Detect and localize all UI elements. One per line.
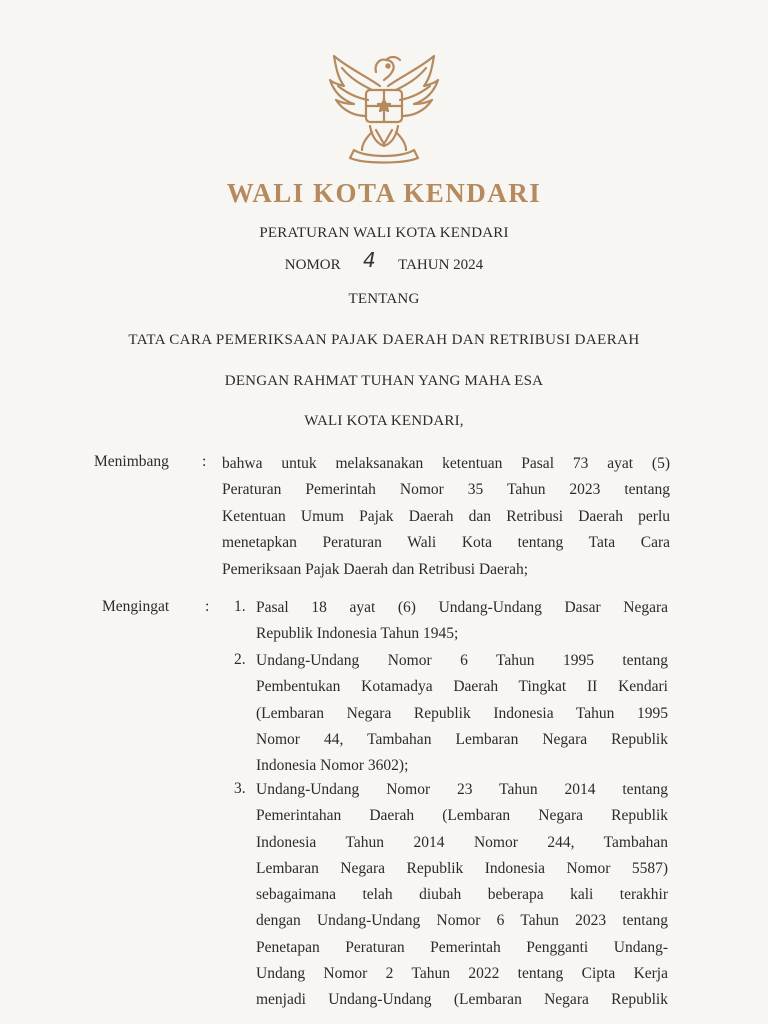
item-line: Penetapan Peraturan Pemerintah Pengganti Undang-	[256, 938, 668, 956]
item-line: Nomor 44, Tambahan Lembaran Negara Republik	[256, 730, 668, 748]
item-line: menjadi Undang-Undang (Lembaran Negara Republik	[256, 991, 668, 1009]
tahun-label: TAHUN 2024	[398, 257, 484, 273]
regulation-subject: TATA CARA PEMERIKSAAN PAJAK DAERAH DAN RETRIBUSI DAERAH	[128, 332, 640, 348]
menimbang-line: Peraturan Pemerintah Nomor 35 Tahun 2023 tentang	[222, 481, 670, 499]
mengingat-label: Mengingat	[102, 598, 170, 615]
item-number: 2.	[234, 651, 246, 668]
menimbang-label: Menimbang	[94, 453, 169, 470]
item-line: Republik Indonesia Tahun 1945;	[256, 625, 459, 643]
tentang-heading: TENTANG	[348, 291, 420, 307]
item-line: Indonesia Tahun 2014 Nomor 244, Tambahan	[256, 833, 668, 851]
mengingat-item-2	[256, 648, 668, 779]
menimbang-text	[222, 451, 670, 583]
nomor-value: 4	[363, 248, 376, 272]
menimbang-line: menetapkan Peraturan Wali Kota tentang Tata Cara	[222, 534, 670, 552]
document-title: WALI KOTA KENDARI	[226, 178, 542, 208]
item-number: 1.	[234, 598, 246, 615]
regulation-number-row	[0, 250, 768, 274]
item-line: (Lembaran Negara Republik Indonesia Tahun 1995	[256, 704, 668, 722]
nomor-label: NOMOR	[284, 257, 341, 273]
item-line: Pasal 18 ayat (6) Undang-Undang Dasar Negara	[256, 599, 668, 616]
item-line: dengan Undang-Undang Nomor 6 Tahun 2023 tentang	[256, 912, 668, 930]
mengingat-item-3	[256, 777, 668, 1014]
item-line: Pemerintahan Daerah (Lembaran Negara Republik	[256, 807, 668, 825]
menimbang-line: Pemeriksaan Pajak Daerah dan Retribusi Daerah;	[222, 560, 529, 578]
mengingat-colon: :	[205, 598, 210, 615]
item-line: Undang-Undang Nomor 6 Tahun 1995 tentang	[256, 652, 668, 669]
item-line: Indonesia Nomor 3602);	[256, 757, 409, 775]
menimbang-line: bahwa untuk melaksanakan ketentuan Pasal 73 ayat (5)	[222, 455, 670, 472]
garuda-emblem-icon	[326, 46, 442, 168]
item-number: 3.	[234, 780, 246, 797]
item-line: Undang Nomor 2 Tahun 2022 tentang Cipta Kerja	[256, 965, 668, 983]
item-line: Pembentukan Kotamadya Daerah Tingkat II Kendari	[256, 678, 668, 696]
item-line: sebagaimana telah diubah beberapa kali terakhir	[256, 886, 668, 904]
issuer-line: WALI KOTA KENDARI,	[304, 413, 464, 429]
item-line: Lembaran Negara Republik Indonesia Nomor 5587)	[256, 859, 668, 877]
mengingat-item-1	[256, 595, 668, 648]
item-line: Undang-Undang Nomor 23 Tahun 2014 tentang	[256, 781, 668, 798]
menimbang-line: Ketentuan Umum Pajak Daerah dan Retribusi Daerah perlu	[222, 507, 670, 525]
rahmat-line: DENGAN RAHMAT TUHAN YANG MAHA ESA	[224, 373, 544, 389]
menimbang-colon: :	[202, 453, 207, 470]
regulation-heading: PERATURAN WALI KOTA KENDARI	[259, 225, 509, 241]
